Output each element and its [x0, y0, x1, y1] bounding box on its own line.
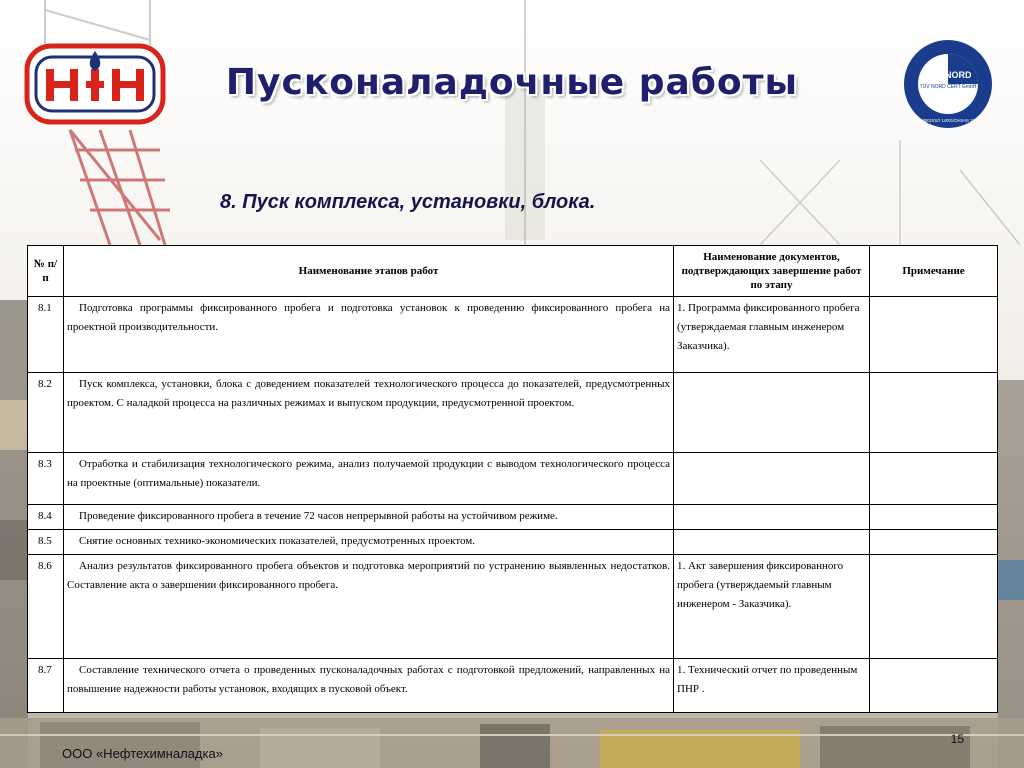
row-stage: Пуск комплекса, установки, блока с доведением показателей технологического процесса до показателей, предусмотренных проектом. С наладкой процесса на различных режимах и выпуском продукции, предусмотренной проектом.: [64, 373, 674, 453]
row-docs: [674, 505, 870, 530]
table-row: [28, 505, 998, 530]
row-stage: Составление технического отчета о проведенных пусконаладочных работах с подготовкой предложений, направленных на повышение надежности работы установок, входящих в пусковой объект.: [64, 659, 674, 713]
table-row: [28, 555, 998, 659]
row-docs: 1. Акт завершения фиксированного пробега (утверждаемый главным инженером - Заказчика).: [674, 555, 870, 659]
table-row: [28, 297, 998, 373]
section-title: 8. Пуск комплекса, установки, блока.: [220, 191, 596, 213]
row-note: [870, 659, 998, 713]
table-row: [28, 373, 998, 453]
row-stage: Подготовка программы фиксированного пробега и подготовка установок к проведению фиксированного пробега на проектной производительности.: [64, 297, 674, 373]
row-num: 8.7: [28, 659, 64, 713]
row-docs: [674, 373, 870, 453]
stages-table: [27, 245, 998, 713]
row-docs: 1. Программа фиксированного пробега (утверждаемая главным инженером Заказчика).: [674, 297, 870, 373]
row-docs: [674, 453, 870, 505]
tuv-nord-cert-label: TÜV NORD CERT GmbH: [919, 84, 977, 90]
header-num: № п/п: [28, 246, 64, 297]
row-num: 8.1: [28, 297, 64, 373]
row-note: [870, 373, 998, 453]
row-note: [870, 555, 998, 659]
page-title: Пусконаладочные работы: [225, 62, 799, 103]
row-num: 8.5: [28, 530, 64, 555]
row-stage: Анализ результатов фиксированного пробега объектов и подготовка мероприятий по устранению выявленных недостатков. Составление акта о завершении фиксированного пробега.: [64, 555, 674, 659]
row-num: 8.2: [28, 373, 64, 453]
row-note: [870, 505, 998, 530]
page-number: 15: [950, 732, 964, 746]
tuv-nord-iso-label: ISO 9001/ISO 14001/OHSAS 18001: [914, 118, 982, 123]
header-docs: Наименование документов, подтверждающих завершение работ по этапу: [674, 246, 870, 297]
header-stage: Наименование этапов работ: [64, 246, 674, 297]
row-note: [870, 453, 998, 505]
header-note: Примечание: [870, 246, 998, 297]
row-docs: [674, 530, 870, 555]
table-row: [28, 453, 998, 505]
row-note: [870, 297, 998, 373]
row-stage: Проведение фиксированного пробега в течение 72 часов непрерывной работы на устойчивом режиме.: [64, 505, 674, 530]
footer-company: ООО «Нефтехимналадка»: [62, 746, 223, 761]
row-num: 8.6: [28, 555, 64, 659]
tuv-nord-label: TÜV NORD: [924, 70, 972, 80]
table-row: [28, 659, 998, 713]
row-num: 8.4: [28, 505, 64, 530]
row-stage: Отработка и стабилизация технологического режима, анализ получаемой продукции с выводом технологического процесса на проектные (оптимальные) показатели.: [64, 453, 674, 505]
row-num: 8.3: [28, 453, 64, 505]
row-stage: Снятие основных технико-экономических показателей, предусмотренных проектом.: [64, 530, 674, 555]
table-row: [28, 530, 998, 555]
row-docs: 1. Технический отчет по проведенным ПНР .: [674, 659, 870, 713]
row-note: [870, 530, 998, 555]
